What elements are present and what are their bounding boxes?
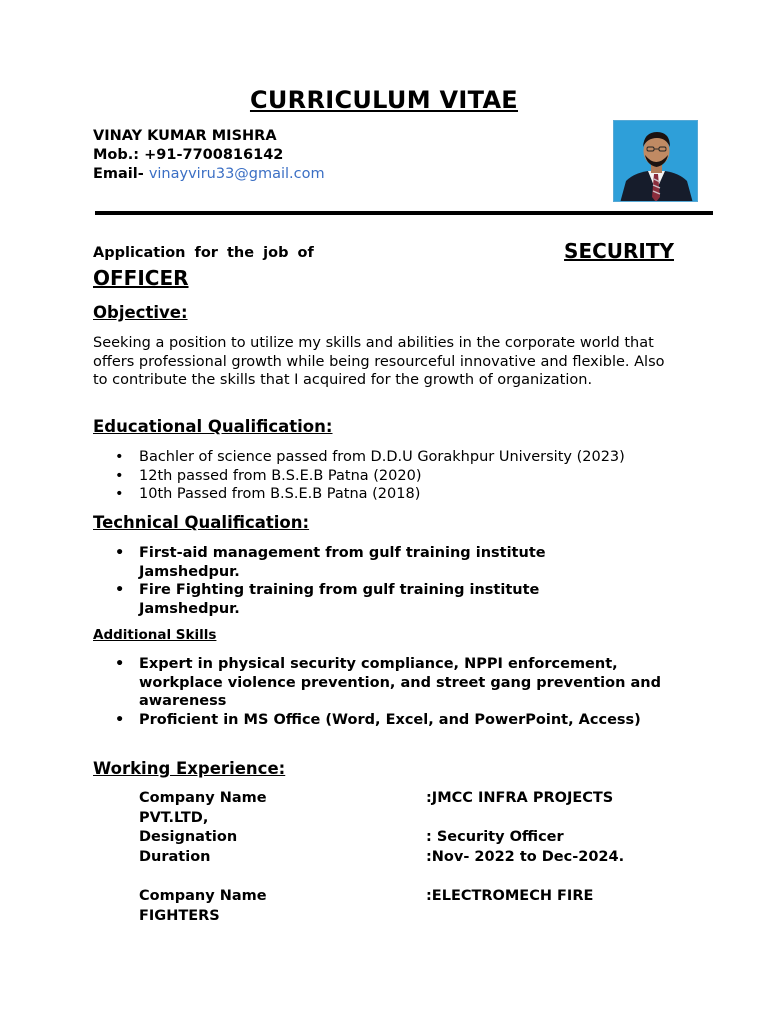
- list-item: • Fire Fighting training from gulf training institute Jamshedpur.: [93, 581, 593, 618]
- designation-label: Designation: [139, 829, 238, 845]
- objective-heading: Objective:: [93, 303, 188, 322]
- experience-heading: Working Experience:: [93, 759, 286, 778]
- list-item: • 12th passed from B.S.E.B Patna (2020): [93, 467, 683, 486]
- company-value-cont: FIGHTERS: [139, 907, 220, 924]
- document-title: CURRICULUM VITAE: [249, 86, 519, 114]
- application-job-title-cont: OFFICER: [93, 266, 189, 290]
- company-label: Company Name: [139, 790, 267, 806]
- duration-label: Duration: [139, 848, 211, 865]
- mobile-number: +91-7700816142: [144, 147, 284, 163]
- skills-heading: Additional Skills: [93, 627, 217, 643]
- company-value: :ELECTROMECH FIRE: [426, 888, 594, 904]
- portrait-image: [614, 121, 698, 202]
- designation-value: : Security Officer: [426, 829, 564, 845]
- header-divider: [95, 211, 713, 215]
- experience-entry: [139, 789, 699, 867]
- list-item: • First-aid management from gulf training institute Jamshedpur.: [93, 544, 593, 581]
- company-value-cont: PVT.LTD,: [139, 809, 209, 826]
- candidate-name: VINAY KUMAR MISHRA: [93, 128, 277, 144]
- application-prefix: Application for the job of: [93, 245, 314, 261]
- list-item: • 10th Passed from B.S.E.B Patna (2018): [93, 485, 683, 504]
- profile-photo: [613, 120, 698, 202]
- education-heading: Educational Qualification:: [93, 417, 333, 436]
- contact-block: [93, 127, 325, 184]
- mobile-label: Mob.:: [93, 147, 145, 163]
- company-value: :JMCC INFRA PROJECTS: [426, 790, 614, 806]
- education-list: [93, 448, 683, 504]
- mobile-line: [93, 146, 325, 165]
- email-label: Email-: [93, 166, 149, 182]
- list-item: • Proficient in MS Office (Word, Excel, and PowerPoint, Access): [93, 711, 678, 730]
- email-link[interactable]: vinayviru33@gmail.com: [148, 166, 325, 182]
- application-job-title: SECURITY: [564, 239, 674, 263]
- experience-entry: [139, 887, 699, 926]
- company-label: Company Name: [139, 888, 267, 904]
- list-item: • Expert in physical security compliance, NPPI enforcement, workplace violence prevention, and street gang prevention and awareness: [93, 655, 678, 711]
- duration-value: :Nov- 2022 to Dec-2024.: [426, 848, 625, 865]
- skills-list: [93, 655, 678, 729]
- objective-text: Seeking a position to utilize my skills and abilities in the corporate world that offers professional growth while being resourceful innovative and flexible. Also to contribute the skills that I acquired for the growth of organization.: [93, 335, 665, 388]
- list-item: • Bachler of science passed from D.D.U Gorakhpur University (2023): [93, 448, 683, 467]
- email-line: [93, 165, 325, 184]
- technical-list: [93, 544, 593, 618]
- technical-heading: Technical Qualification:: [93, 513, 310, 532]
